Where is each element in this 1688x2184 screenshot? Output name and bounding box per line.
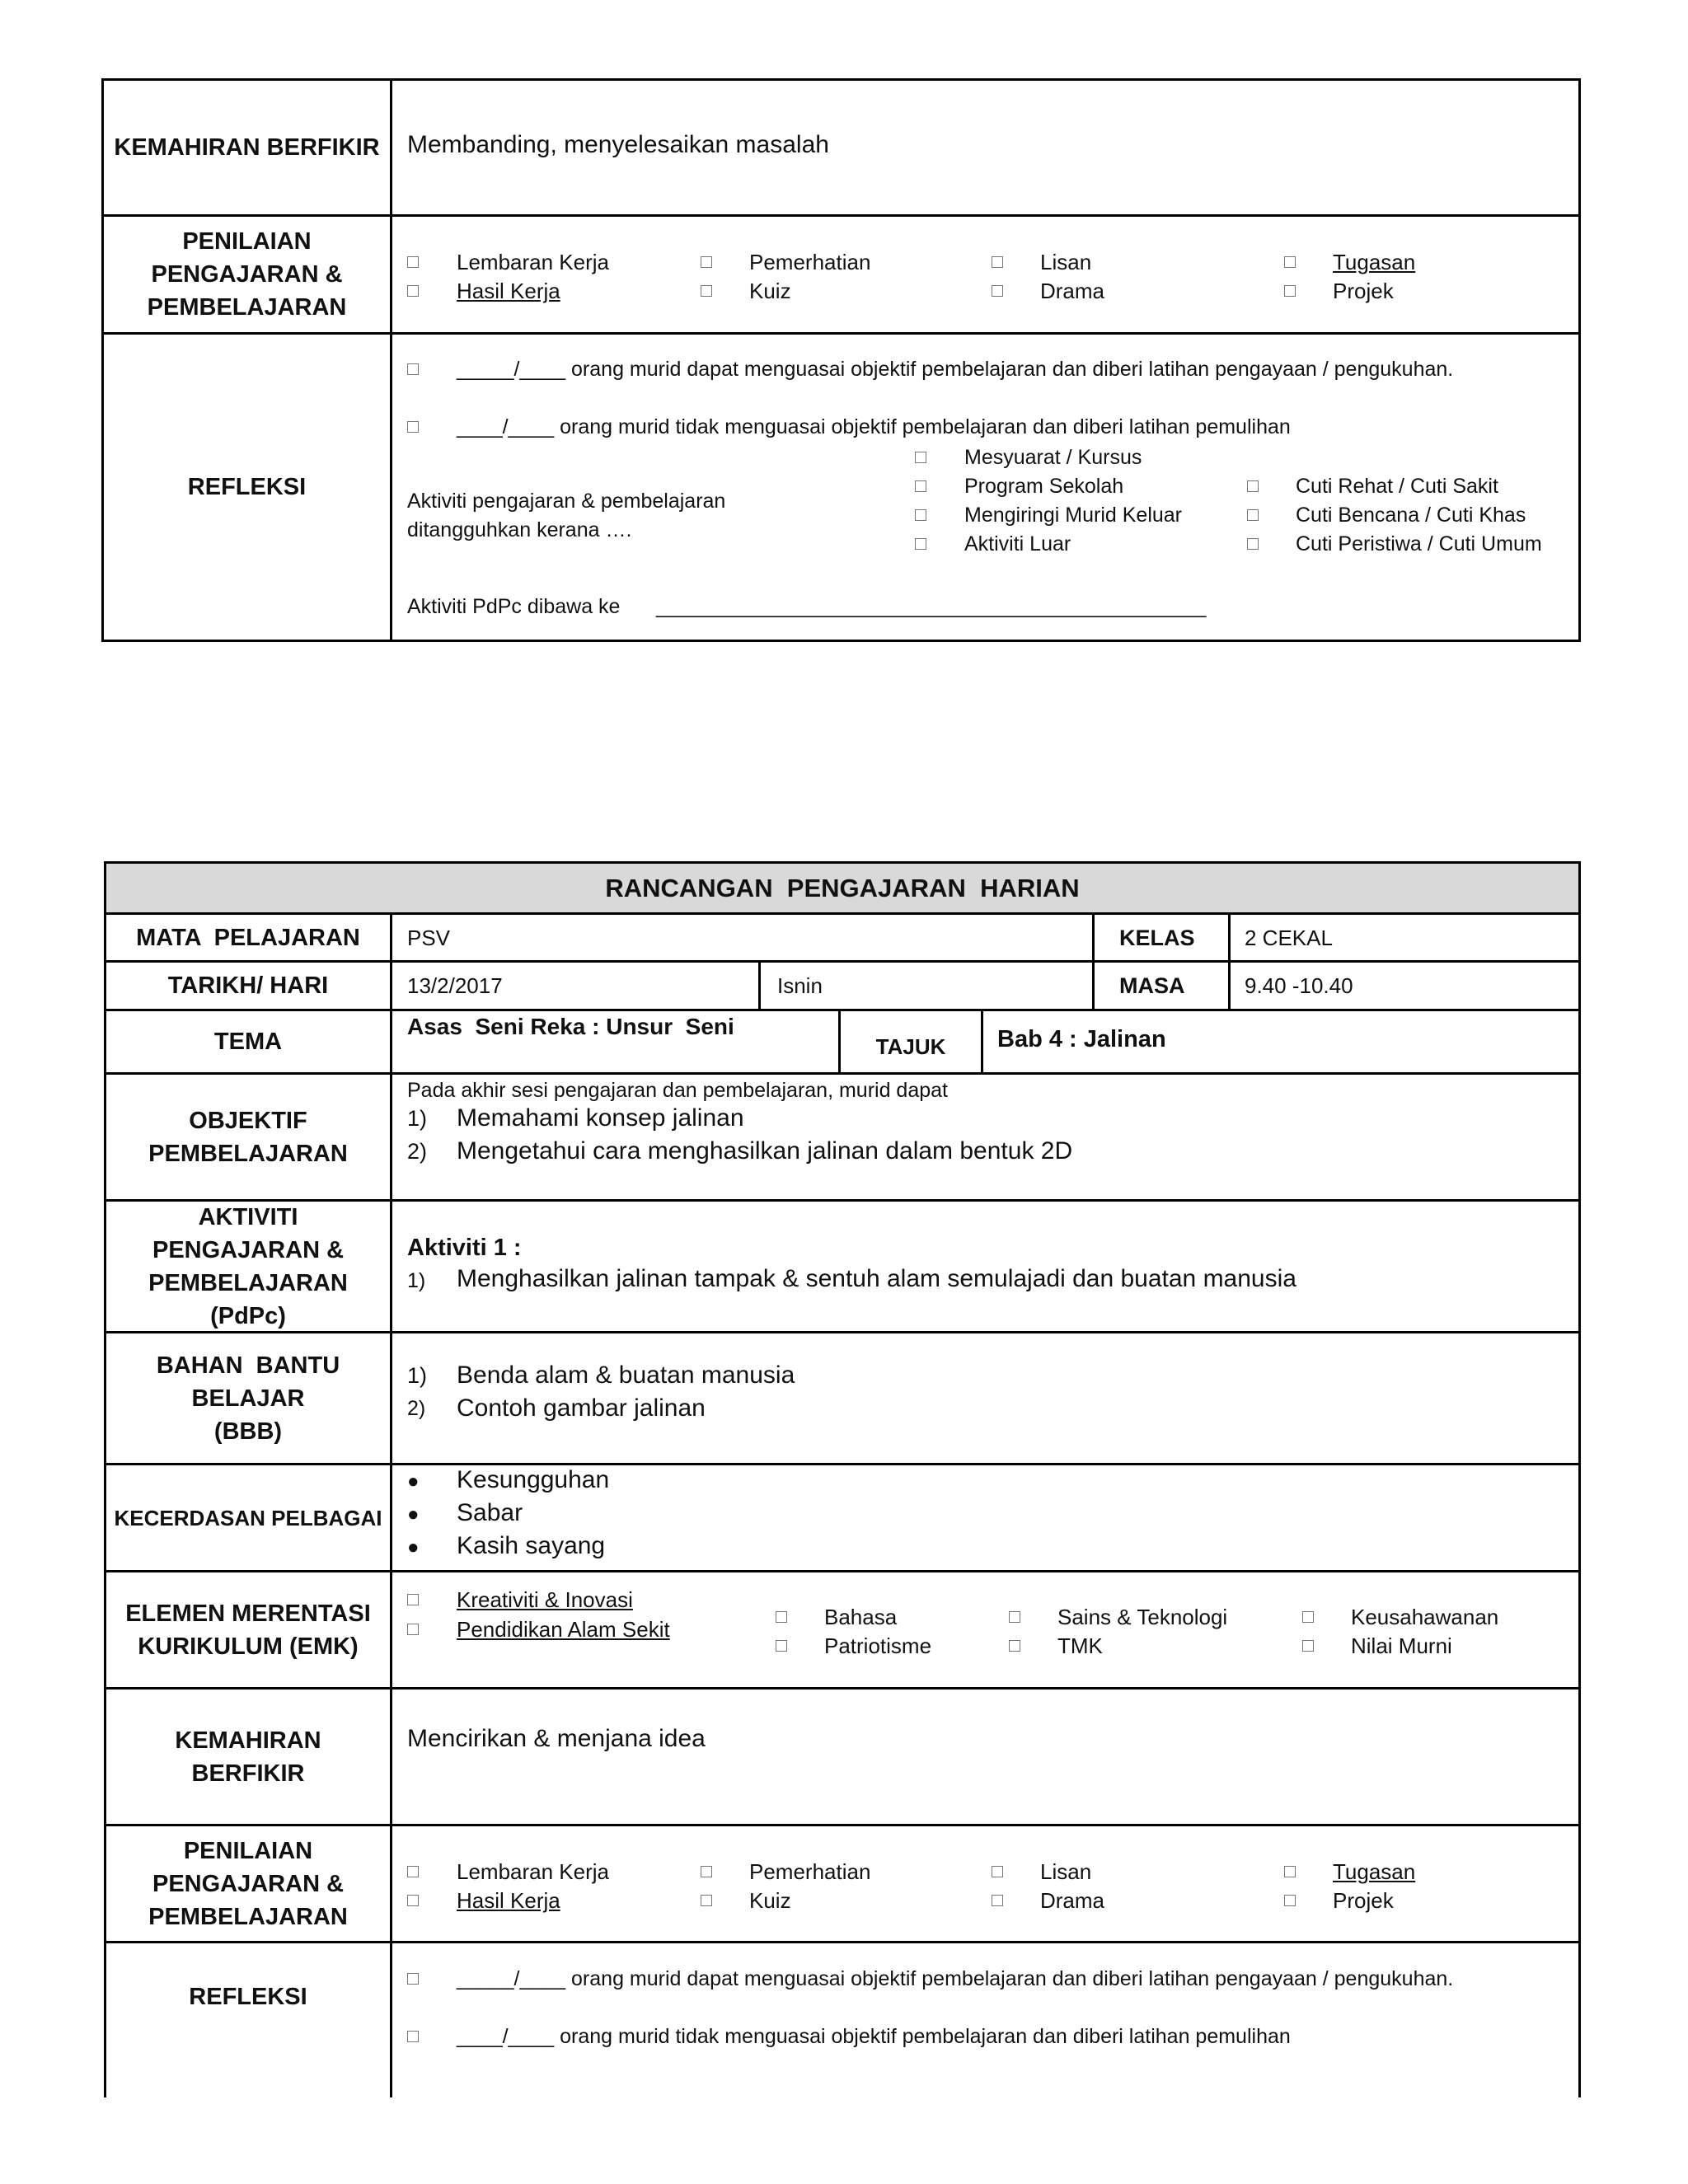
kelas-value: 2 CEKAL (1245, 926, 1333, 950)
checkbox[interactable] (407, 2031, 419, 2042)
penilaian-item: Hasil Kerja (457, 279, 560, 303)
checkbox[interactable] (407, 285, 419, 297)
rph-title: RANCANGAN PENGAJARAN HARIAN (605, 873, 1080, 902)
bbb-number: 2) (407, 1397, 426, 1420)
checkbox[interactable] (1009, 1640, 1020, 1652)
penilaian-item: Lisan (1040, 250, 1092, 274)
checkbox[interactable] (776, 1640, 787, 1652)
dibawa-ke-line[interactable]: ________________________________________________ (656, 595, 1207, 618)
tema-value: Asas Seni Reka : Unsur Seni (407, 1014, 734, 1039)
checkbox[interactable] (407, 363, 419, 375)
emk-item: Sains & Teknologi (1057, 1605, 1228, 1629)
checkbox[interactable] (776, 1611, 787, 1623)
objektif-item: Mengetahui cara menghasilkan jalinan dalam bentuk 2D (457, 1137, 1073, 1165)
objektif-intro: Pada akhir sesi pengajaran dan pembelajaran, murid dapat (407, 1079, 948, 1102)
objektif-number: 1) (407, 1106, 428, 1131)
checkbox[interactable] (1302, 1611, 1314, 1623)
kecerdasan-item: Kasih sayang (457, 1532, 606, 1559)
ditangguhkan-text: Aktiviti pengajaran & pembelajaran (407, 490, 726, 513)
penilaian-item: Lembaran Kerja (457, 250, 609, 274)
reason-item: Cuti Peristiwa / Cuti Umum (1296, 532, 1542, 555)
mata-pelajaran-label: MATA PELAJARAN (136, 924, 360, 951)
aktiviti-number: 1) (407, 1269, 426, 1292)
emk-label: ELEMEN MERENTASI KURIKULUM (EMK) (125, 1600, 371, 1660)
checkbox[interactable] (915, 538, 926, 550)
penilaian-label: PENILAIAN PENGAJARAN & PEMBELAJARAN (148, 1837, 348, 1930)
penilaian-label: PENILAIAN PENGAJARAN & PEMBELAJARAN (147, 228, 347, 321)
masa-label: MASA (1119, 973, 1185, 998)
emk-item: Nilai Murni (1351, 1633, 1452, 1658)
checkbox[interactable] (701, 1866, 712, 1877)
dibawa-ke-label: Aktiviti PdPc dibawa ke (407, 595, 621, 618)
checkbox[interactable] (407, 1895, 419, 1906)
penilaian-item: Drama (1040, 1888, 1105, 1913)
bbb-item: Contoh gambar jalinan (457, 1394, 706, 1422)
checkbox[interactable] (407, 421, 419, 433)
checkbox[interactable] (701, 256, 712, 268)
checkbox[interactable] (407, 256, 419, 268)
penilaian-item: Tugasan (1333, 1859, 1416, 1884)
bullet-icon: ● (407, 1536, 420, 1558)
checkbox[interactable] (915, 509, 926, 521)
reason-item: Cuti Rehat / Cuti Sakit (1296, 475, 1498, 498)
checkbox[interactable] (1247, 538, 1259, 550)
checkbox[interactable] (992, 1895, 1003, 1906)
kelas-label: KELAS (1119, 925, 1195, 950)
checkbox[interactable] (992, 1866, 1003, 1877)
checkbox[interactable] (1247, 509, 1259, 521)
refleksi-label: REFLEKSI (189, 1984, 307, 2010)
reason-item: Cuti Bencana / Cuti Khas (1296, 504, 1526, 527)
emk-item: Kreativiti & Inovasi (457, 1587, 633, 1612)
penilaian-item: Pemerhatian (749, 250, 871, 274)
emk-item: Bahasa (824, 1605, 898, 1629)
objektif-item: Memahami konsep jalinan (457, 1104, 744, 1132)
checkbox[interactable] (1284, 1866, 1296, 1877)
tajuk-value: Bab 4 : Jalinan (997, 1026, 1166, 1052)
emk-item: Keusahawanan (1351, 1605, 1499, 1629)
bbb-label: BAHAN BANTU BELAJAR (BBB) (156, 1352, 347, 1445)
penilaian-item: Drama (1040, 279, 1105, 303)
reason-item: Mengiringi Murid Keluar (964, 504, 1183, 527)
checkbox[interactable] (1284, 1895, 1296, 1906)
checkbox[interactable] (1302, 1640, 1314, 1652)
tarikh-value: 13/2/2017 (407, 973, 503, 998)
checkbox[interactable] (701, 1895, 712, 1906)
objektif-number: 2) (407, 1139, 428, 1164)
bbb-number: 1) (407, 1363, 428, 1388)
refleksi-line1: _____/____ orang murid dapat menguasai objektif pembelajaran dan diberi latihan pengayaan / pengukuhan. (457, 1967, 1454, 1990)
penilaian-item: Projek (1333, 279, 1394, 303)
bullet-icon: ● (407, 1470, 420, 1493)
penilaian-item: Kuiz (749, 1888, 791, 1913)
penilaian-item: Pemerhatian (749, 1859, 871, 1884)
kecerdasan-item: Sabar (457, 1499, 523, 1526)
kecerdasan-label: KECERDASAN PELBAGAI (114, 1505, 382, 1530)
bbb-item: Benda alam & buatan manusia (457, 1361, 795, 1389)
checkbox[interactable] (1009, 1611, 1020, 1623)
ditangguhkan-text: ditangguhkan kerana …. (407, 518, 632, 541)
checkbox[interactable] (1247, 480, 1259, 492)
kemahiran-berfikir-label: KEMAHIRAN BERFIKIR (175, 1727, 321, 1787)
checkbox[interactable] (407, 1624, 419, 1635)
kemahiran-berfikir-value: Membanding, menyelesaikan masalah (407, 131, 829, 158)
checkbox[interactable] (992, 285, 1003, 297)
tarikh-label: TARIKH/ HARI (167, 972, 329, 999)
checkbox[interactable] (407, 1973, 419, 1985)
penilaian-item: Hasil Kerja (457, 1888, 560, 1913)
aktiviti-item: Menghasilkan jalinan tampak & sentuh alam semulajadi dan buatan manusia (457, 1265, 1296, 1292)
refleksi-label: REFLEKSI (187, 474, 307, 500)
refleksi-line2: ____/____ orang murid tidak menguasai objektif pembelajaran dan diberi latihan pemulihan (457, 2025, 1291, 2048)
reason-item: Program Sekolah (964, 475, 1124, 498)
checkbox[interactable] (407, 1594, 419, 1605)
masa-value: 9.40 -10.40 (1245, 973, 1353, 998)
emk-item: Pendidikan Alam Sekit (457, 1617, 670, 1642)
kemahiran-berfikir-value: Mencirikan & menjana idea (407, 1725, 706, 1752)
checkbox[interactable] (1284, 285, 1296, 297)
penilaian-item: Projek (1333, 1888, 1394, 1913)
checkbox[interactable] (701, 285, 712, 297)
emk-item: Patriotisme (824, 1633, 932, 1658)
penilaian-item: Lembaran Kerja (457, 1859, 609, 1884)
kecerdasan-item: Kesungguhan (457, 1466, 610, 1493)
penilaian-item: Tugasan (1333, 250, 1416, 274)
objektif-label: OBJEKTIF PEMBELAJARAN (148, 1107, 348, 1167)
checkbox[interactable] (407, 1866, 419, 1877)
emk-item: TMK (1057, 1633, 1103, 1658)
bullet-icon: ● (407, 1503, 420, 1526)
tajuk-label: TAJUK (875, 1034, 946, 1059)
aktiviti-title: Aktiviti 1 : (407, 1235, 522, 1261)
checkbox[interactable] (992, 256, 1003, 268)
refleksi-line1: _____/____ orang murid dapat menguasai objektif pembelajaran dan diberi latihan pengayaan / pengukuhan. (457, 358, 1454, 381)
refleksi-line2: ____/____ orang murid tidak menguasai objektif pembelajaran dan diberi latihan pemulihan (457, 415, 1291, 438)
tema-label: TEMA (213, 1029, 283, 1055)
checkbox[interactable] (915, 452, 926, 463)
checkbox[interactable] (1284, 256, 1296, 268)
reason-item: Aktiviti Luar (964, 532, 1071, 555)
penilaian-item: Lisan (1040, 1859, 1092, 1884)
hari-value: Isnin (777, 973, 823, 998)
penilaian-item: Kuiz (749, 279, 791, 303)
checkbox[interactable] (915, 480, 926, 492)
mata-pelajaran-value: PSV (407, 926, 451, 950)
reason-item: Mesyuarat / Kursus (964, 446, 1142, 469)
kemahiran-berfikir-label: KEMAHIRAN BERFIKIR (114, 134, 380, 161)
aktiviti-label: AKTIVITI PENGAJARAN & PEMBELAJARAN (PdPc) (148, 1203, 348, 1329)
